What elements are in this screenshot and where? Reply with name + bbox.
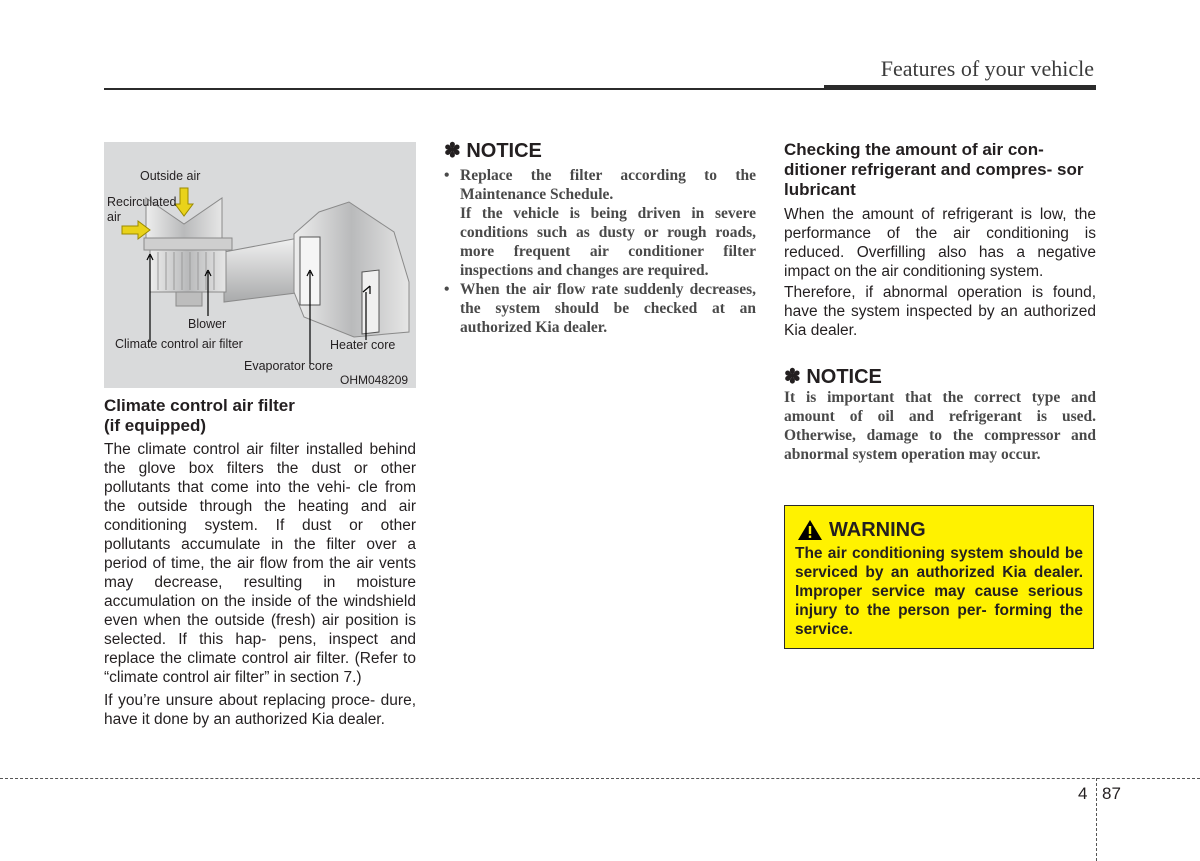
- label-evaporator-core: Evaporator core: [244, 359, 333, 373]
- filter-paragraph-1: The climate control air filter installed behind the glove box filters the dust or other pollutants that come into the vehi- cle from the outside through the heating and air conditioning system. If dust or other pollutants accumulate in the filter over a period of time, the air flow from the air vents may decrease, resulting in moisture accumulation on the inside of the windshield even when the outside (fresh) air position is selected. If this hap- pens, inspect and replace the climate control air filter. (Refer to “climate control air filter” in section 7.): [104, 441, 416, 686]
- warning-icon: [797, 519, 823, 541]
- label-climate-filter: Climate control air filter: [115, 337, 243, 351]
- section-heading-refrigerant: Checking the amount of air con- ditioner refrigerant and compres- sor lubricant: [784, 140, 1084, 199]
- label-heater-core: Heater core: [330, 338, 396, 352]
- notice-bullet-1-line-2: If the vehicle is being driven in severe conditions such as dusty or rough roads, more frequent air conditioner filter inspections and changes are required.: [460, 205, 756, 279]
- footer-section-number: 4: [1078, 784, 1088, 803]
- column-left: [104, 142, 416, 733]
- warning-box: [784, 505, 1094, 649]
- column-right: [784, 140, 1096, 464]
- warning-heading: [795, 518, 1083, 542]
- notice-heading-1: ✽ NOTICE: [444, 140, 542, 162]
- notice-body-2: It is important that the correct type and amount of oil and refrigerant is used. Otherwise, damage to the compressor and abnormal system operation may occur.: [784, 389, 1096, 463]
- label-blower: Blower: [188, 317, 227, 331]
- notice-heading-2: ✽ NOTICE: [784, 366, 882, 388]
- warning-title: WARNING: [829, 519, 926, 541]
- filter-paragraph-2: If you’re unsure about replacing proce- dure, have it done by an authorized Kia dealer.: [104, 692, 416, 728]
- warning-body: The air conditioning system should be serviced by an authorized Kia dealer. Improper service may cause serious injury to the person per- forming the service.: [795, 545, 1083, 638]
- notice-bullet-2-text: • When the air flow rate suddenly decreases, the system should be checked at an authorized Kia dealer.: [460, 281, 756, 336]
- notice-bullet-2: [444, 280, 756, 337]
- label-outside-air: Outside air: [140, 169, 201, 183]
- footer-dashed-rule: [0, 778, 1200, 779]
- hvac-diagram: [104, 142, 416, 388]
- footer-page-number: 87: [1102, 784, 1121, 803]
- notice-bullet-1: [444, 166, 756, 280]
- label-recirculated-air: Recirculated air: [107, 195, 177, 224]
- refrigerant-paragraph-1: When the amount of refrigerant is low, the performance of the air conditioning is reduced. Overfilling also has a negative impact on the air conditioning system.: [784, 206, 1096, 280]
- section-heading-equipped: (if equipped): [104, 416, 206, 435]
- figure-code: OHM048209: [340, 373, 409, 387]
- page-header-title: Features of your vehicle: [880, 56, 1094, 81]
- section-heading-filter: Climate control air filter: [104, 396, 295, 415]
- notice-bullet-1-line-1: • Replace the filter according to the Maintenance Schedule.: [460, 167, 756, 203]
- notice-body-1: [444, 166, 756, 337]
- refrigerant-paragraph-2: Therefore, if abnormal operation is found, have the system inspected by an authorized Kia dealer.: [784, 284, 1096, 339]
- footer-dashed-divider: [1096, 778, 1097, 861]
- column-middle: [444, 140, 756, 337]
- header-rule-accent: [824, 85, 1096, 90]
